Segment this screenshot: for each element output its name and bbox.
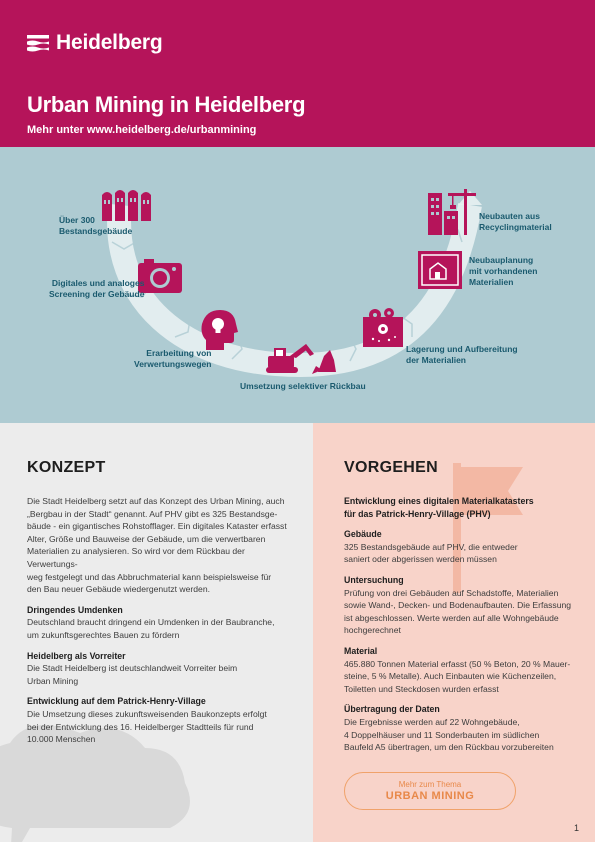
logo-text: Heidelberg bbox=[56, 31, 163, 54]
step-label-screening: Digitales und analoges Screening der Gebäude bbox=[49, 278, 145, 299]
blueprint-icon bbox=[418, 251, 462, 289]
page-subtitle-link[interactable]: Mehr unter www.heidelberg.de/urbanmining bbox=[27, 124, 257, 136]
konzept-section bbox=[0, 423, 313, 842]
more-urban-mining-button[interactable] bbox=[344, 772, 516, 810]
step-label-neubauplanung: Neubauplanung mit vorhandenen Materialien bbox=[469, 255, 538, 287]
header bbox=[0, 0, 595, 147]
konzept-text bbox=[27, 495, 297, 754]
gears-icon bbox=[363, 307, 403, 347]
excavator-icon bbox=[266, 342, 336, 374]
crane-building-icon bbox=[428, 189, 476, 235]
vorgehen-block-untersuchung: Untersuchung Prüfung von drei Gebäuden auf Schadstoffe, Materialien sowie Wand-, Decken- und Bodenaufbauten. Die Erfassung ist abgeschlossen. Werte werden auf alle Wohngebäude hochgerechnet bbox=[344, 574, 572, 636]
process-diagram bbox=[0, 147, 595, 423]
konzept-intro: Die Stadt Heidelberg setzt auf das Konzept des Urban Mining, auch „Bergbau in der Stadt“ genannt. Auf PHV gibt es 325 Bestandsge- bäude - ein gigantisches Rohstofflager. Ein digitales Kataster erfasst Alter, Größe und Bauweise der Gebäude, um die verwertbaren Materialien zu analysieren. So wird vor dem Rückbau der Verwertungs- weg festgelegt und das Abbruchmaterial kann beispielsweise für den Bau neuer Gebäude wiedergenutzt werden. bbox=[27, 496, 287, 595]
konzept-block-vorreiter: Heidelberg als Vorreiter Die Stadt Heidelberg ist deutschlandweit Vorreiter beim Urban Mining bbox=[27, 650, 238, 686]
page-number: 1 bbox=[574, 823, 580, 833]
step-label-verwertungswege: Erarbeitung von Verwertungswegen bbox=[134, 348, 212, 369]
vorgehen-title: VORGEHEN bbox=[344, 459, 438, 476]
vorgehen-lead: Entwicklung eines digitalen Materialkatasters für das Patrick-Henry-Village (PHV) bbox=[344, 496, 534, 519]
step-label-lagerung: Lagerung und Aufbereitung der Materialien bbox=[406, 344, 518, 365]
vorgehen-block-material: Material 465.880 Tonnen Material erfasst (50 % Beton, 20 % Mauer- steine, 5 % Metalle). Auch Einbauten wie Küchenzeilen, Toiletten und Steckdosen wurden erfasst bbox=[344, 645, 571, 694]
step-label-rueckbau: Umsetzung selektiver Rückbau bbox=[240, 381, 366, 391]
step-label-bestandsgebaeude: Über 300 Bestandsgebäude bbox=[59, 215, 133, 236]
idea-head-icon bbox=[200, 310, 238, 350]
konzept-block-umdenken: Dringendes Umdenken Deutschland braucht dringend ein Umdenken in der Baubranche, um zukunftsgerechtes Bauen zu fördern bbox=[27, 604, 275, 640]
page-title: Urban Mining in Heidelberg bbox=[27, 92, 306, 117]
konzept-block-phv: Entwicklung auf dem Patrick-Henry-Village Die Umsetzung dieses zukunftsweisenden Baukonzepts erfolgt bei der Entwicklung des 16. Heidelberger Stadtteils für rund 10.000 Menschen bbox=[27, 696, 267, 745]
heidelberg-logo-icon bbox=[27, 35, 49, 52]
vorgehen-section bbox=[313, 423, 595, 842]
vorgehen-block-uebertragung: Übertragung der Daten Die Ergebnisse werden auf 22 Wohngebäude, 4 Doppelhäuser und 11 Sonderbauten im südlichen Baufeld A5 übertragen, um den Rückbau vorzubereiten bbox=[344, 704, 554, 753]
vorgehen-text bbox=[344, 495, 582, 762]
heidelberg-logo[interactable] bbox=[27, 31, 163, 55]
cta-small-label: Mehr zum Thema bbox=[398, 780, 462, 789]
vorgehen-block-gebaeude: Gebäude 325 Bestandsgebäude auf PHV, die entweder saniert oder abgerissen werden müssen bbox=[344, 529, 518, 565]
step-label-neubauten: Neubauten aus Recyclingmaterial bbox=[479, 211, 552, 232]
cta-main-label: URBAN MINING bbox=[385, 790, 475, 802]
konzept-title: KONZEPT bbox=[27, 459, 106, 476]
camera-icon bbox=[138, 257, 182, 293]
